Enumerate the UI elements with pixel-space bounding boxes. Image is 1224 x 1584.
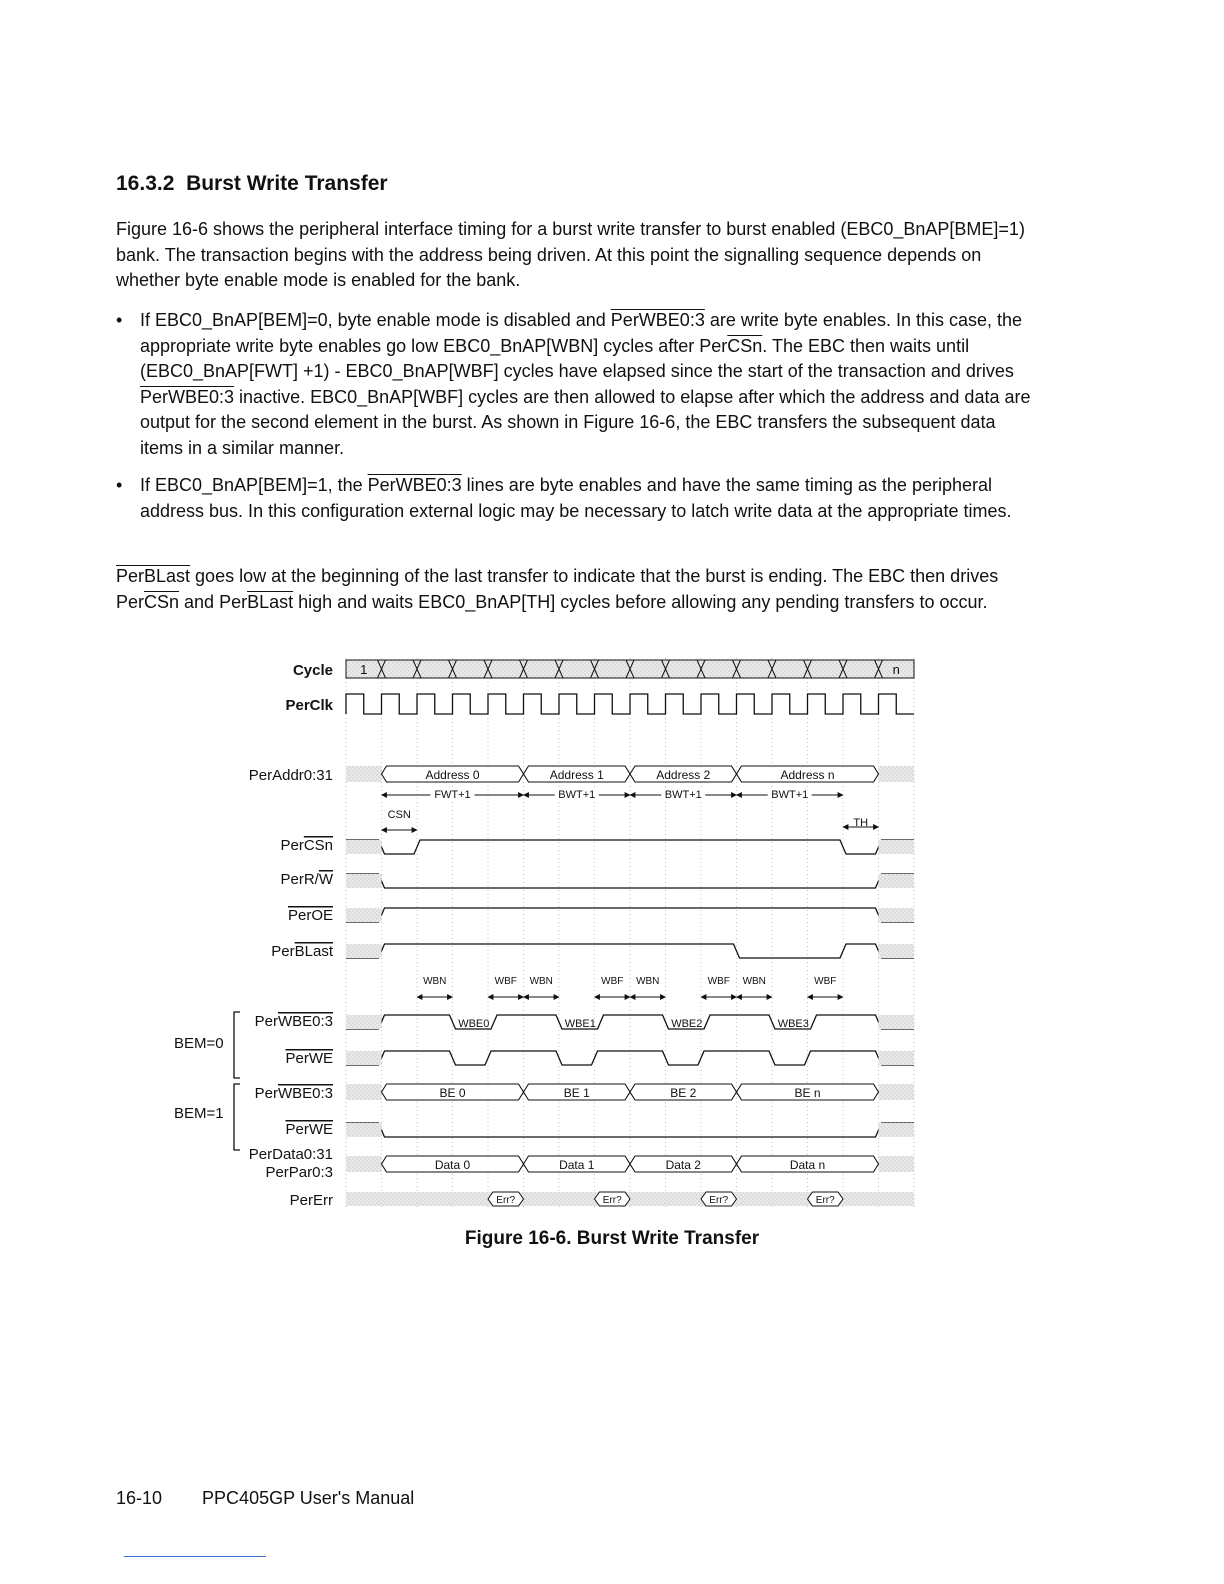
intro-paragraph: Figure 16-6 shows the peripheral interface timing for a burst write transfer to burst enabled (EBC0_BnAP[BME]=1) bank. The transaction begins with the address being driven. At this point the signalling sequence depends on whether byte enable mode is enabled for the bank. (116, 219, 1025, 290)
label-cycle: Cycle (292, 662, 333, 679)
arrow-label: BWT+1 (558, 789, 596, 801)
perdata-value: Data 1 (559, 1158, 595, 1172)
peraddr-idle-start (346, 766, 382, 782)
we1-idle-start (346, 1123, 382, 1137)
we1-idle-end (879, 1123, 915, 1137)
perblast-idle-start (346, 944, 382, 958)
page-edge-rule (124, 1556, 266, 1557)
wbe-value: WBE2 (671, 1018, 703, 1030)
figure-caption: Figure 16-6. Burst Write Transfer (464, 1228, 760, 1249)
wbf-label: WBF (601, 976, 624, 987)
page-footer (116, 1488, 454, 1509)
wbe-value: WBE0 (458, 1018, 490, 1030)
bus-values (346, 660, 914, 1206)
peroe-idle-start (346, 908, 382, 922)
perrw-wave (346, 874, 914, 888)
peraddr-value: Address n (780, 768, 835, 782)
label-perwe-bem0: PerWE (285, 1050, 333, 1067)
we0-idle-start (346, 1051, 382, 1065)
wbn-label: WBN (636, 976, 660, 987)
label-percsn: PerCSn (280, 837, 333, 854)
we0-idle-end (879, 1051, 915, 1065)
wbn-label: WBN (529, 976, 553, 987)
label-perpar: PerPar0:3 (265, 1164, 333, 1181)
peraddr-value: Address 1 (549, 768, 604, 782)
peraddr-idle-end (879, 766, 915, 782)
wbe-bem1-value: BE 2 (670, 1086, 697, 1100)
perrw-idle-end (879, 874, 915, 888)
pererr-value: Err? (496, 1195, 516, 1206)
wbe-bem1-idle-end (879, 1084, 915, 1100)
wbe0-idle-start (346, 1015, 382, 1029)
bullet-list (116, 308, 1036, 536)
wbe-value: WBE1 (564, 1018, 596, 1030)
wbe-value: WBE3 (777, 1018, 809, 1030)
perblast-idle-end (879, 944, 915, 958)
peraddr-value: Address 0 (425, 768, 480, 782)
bem-brackets (234, 1012, 240, 1150)
bullet-bem0: • If EBC0_BnAP[BEM]=0, byte enable mode is disabled and PerWBE0:3 are write byte enables. In this case, the appropriate write byte enables go low EBC0_BnAP[WBN] cycles after $Per\overline{CSn}$. The EBC then waits until (EBC0_BnAP[FWT] +1) - EBC0_BnAP[WBF] cycles have elapsed since the start of the transaction and drives PerWBE0:3 inactive. EBC0_BnAP[WBF] cycles are then allowed to elapse after which the address and data are output for the second element in the burst. As shown in Figure 16-6, the EBC transfers the subsequent data items in a similar manner. (116, 310, 1031, 458)
percsn-idle-end (879, 840, 915, 854)
cycle-last-label: n (892, 662, 900, 677)
label-perwbe-bem1: PerWBE0:3 (254, 1085, 333, 1102)
label-perwbe-bem0: PerWBE0:3 (254, 1013, 333, 1030)
perdata-value: Data 0 (434, 1158, 471, 1172)
pererr-value: Err? (709, 1195, 729, 1206)
perclk-wave (346, 694, 914, 714)
wbf-label: WBF (707, 976, 730, 987)
cycle-first-label: 1 (360, 662, 368, 677)
label-peroe: PerOE (287, 907, 333, 924)
page-number: 16-10 (116, 1488, 163, 1508)
label-pererr: PerErr (289, 1192, 333, 1209)
wbe0-idle-end (879, 1015, 915, 1029)
wbe-bem1-value: BE 0 (439, 1086, 466, 1100)
manual-title: PPC405GP User's Manual (202, 1488, 415, 1508)
arrow-label: FWT+1 (434, 789, 471, 801)
wbe-bem1-value: BE 1 (563, 1086, 590, 1100)
pererr-value: Err? (815, 1195, 835, 1206)
label-perwe-bem1: PerWE (285, 1121, 333, 1138)
perrw-idle-start (346, 874, 382, 888)
arrow-label: BWT+1 (771, 789, 809, 801)
wbe-bem1-idle-start (346, 1084, 382, 1100)
label-perclk: PerClk (285, 697, 333, 714)
arrow-label: BWT+1 (664, 789, 702, 801)
perdata-value: Data 2 (665, 1158, 701, 1172)
wbn-label: WBN (423, 976, 447, 987)
cycle-gridlines (346, 658, 914, 1210)
percsn-idle-start (346, 840, 382, 854)
perdata-idle-start (346, 1156, 382, 1172)
th-label: TH (853, 817, 869, 829)
closing-paragraph: PerBLast goes low at the beginning of the last transfer to indicate that the burst is ending. The EBC then drives $Per\overline{CSn}$ and PerBLast high and waits EBC0_BnAP[TH] cycles before allowing any pending transfers to occur. (116, 566, 999, 612)
label-bem1: BEM=1 (174, 1105, 224, 1122)
timing-diagram (160, 650, 930, 1220)
wbf-label: WBF (814, 976, 837, 987)
label-perdata: PerData0:31 (248, 1146, 333, 1163)
perdata-value: Data n (789, 1158, 826, 1172)
label-perrw: PerR/W (280, 871, 333, 888)
wbf-label: WBF (494, 976, 517, 987)
label-peraddr: PerAddr0:31 (248, 767, 333, 784)
wbe-bem1-value: BE n (794, 1086, 821, 1100)
peraddr-value: Address 2 (656, 768, 711, 782)
pererr-value: Err? (602, 1195, 622, 1206)
peroe-idle-end (879, 908, 915, 922)
label-bem0: BEM=0 (174, 1035, 224, 1052)
label-perblast: PerBLast (271, 943, 333, 960)
csn-label: CSN (387, 809, 411, 821)
section-heading: 16.3.2 Burst Write Transfer (116, 172, 388, 195)
wbn-label: WBN (742, 976, 766, 987)
perdata-idle-end (879, 1156, 915, 1172)
bullet-bem1: • If EBC0_BnAP[BEM]=1, the PerWBE0:3 lines are byte enables and have the same timing as the peripheral address bus. In this configuration external logic may be necessary to latch write data at the appropriate times. (116, 475, 1012, 521)
